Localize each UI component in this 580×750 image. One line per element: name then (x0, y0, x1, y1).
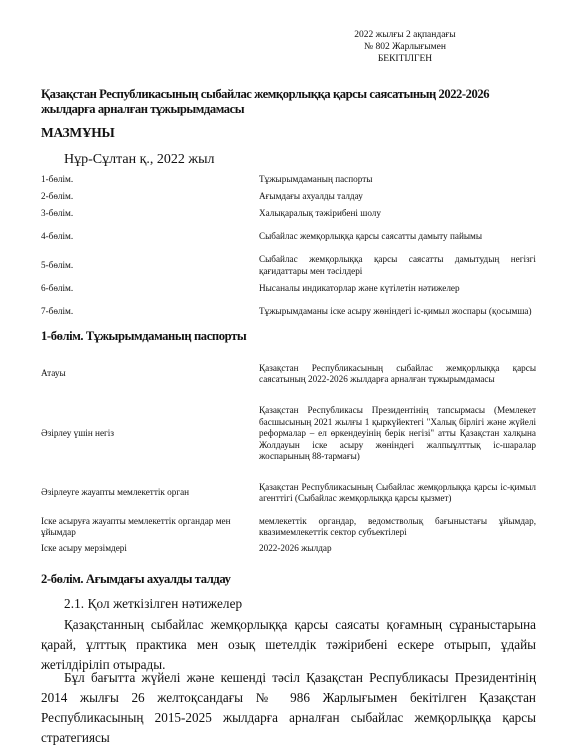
passport-value: Қазақстан Республикасының Сыбайлас жемқорлыққа қарсы іс-қимыл агенттігі (Сыбайлас жемқорлыққа қарсы қызмет) (259, 481, 536, 503)
passport-label: Іске асыру мерзімдері (41, 543, 127, 554)
toc-row (41, 205, 536, 222)
toc-row-title: Ағымдағы ахуалды талдау (259, 190, 363, 201)
toc-row (41, 251, 536, 280)
toc-row-title: Халықаралық тәжірибені шолу (259, 207, 381, 218)
place-date: Нұр-Сұлтан қ., 2022 жыл (64, 152, 215, 167)
passport-table (41, 353, 536, 557)
toc-row (41, 222, 536, 251)
toc-row-number: 2-бөлім. (41, 190, 74, 201)
passport-row (41, 395, 536, 473)
section2-heading: 2-бөлім. Ағымдағы ахуалды талдау (41, 572, 231, 586)
toc-row-title: Сыбайлас жемқорлыққа қарсы саясатты дамыту пайымы (259, 230, 483, 241)
passport-value: мемлекеттік органдар, ведомстволық бағыныстағы ұйымдар, квазимемлекеттік сектор субъектілері (259, 515, 536, 537)
toc-row (41, 188, 536, 205)
toc-row-title: Тұжырымдаманың паспорты (259, 173, 373, 184)
approval-date: 2022 жылғы 2 ақпандағы (354, 30, 456, 40)
passport-label: Атауы (41, 368, 66, 379)
passport-row (41, 353, 536, 395)
toc-row (41, 297, 536, 326)
toc-heading: МАЗМҰНЫ (41, 125, 115, 140)
toc-row-number: 4-бөлім. (41, 230, 74, 241)
body-paragraph: Қазақстанның сыбайлас жемқорлыққа қарсы саясаты қоғамның сұраныстарына қарай, ұлттық практика мен озық шетелдік тәжірибені ескере отырып, ұдайы жетілдіріліп отырады. (41, 617, 536, 672)
passport-label: Іске асыруға жауапты мемлекеттік органдар мен ұйымдар (41, 515, 231, 537)
body-paragraph: Бұл бағытта жүйелі және кешенді тәсіл Қазақстан Республикасы Президентінің 2014 жылғы 26 желтоқсандағы № 986 Жарлығымен бекітілген Қазақстан Республикасының 2015-2025 жылдарға арналған сыбайлас жемқорлыққа қарсы стратегиясы (41, 670, 536, 745)
toc-row-number: 7-бөлім. (41, 305, 74, 316)
passport-row (41, 473, 536, 513)
toc-row-title: Сыбайлас жемқорлыққа қарсы саясатты дамытудың негізгі қағидаттары мен тәсілдері (259, 254, 536, 276)
passport-label: Әзірлеуге жауапты мемлекеттік орган (41, 487, 190, 498)
approval-status: БЕКІТІЛГЕН (377, 54, 433, 64)
approval-decree-number: № 802 Жарлығымен (364, 42, 446, 52)
passport-value: Қазақстан Республикасы Президентінің тапсырмасы (Мемлекет басшысының 2021 жылғы 1 қыркүйектегі "Халық бірлігі және жүйелі реформалар – ел өркендеуінің берік негізі" атты Қазақстан халқына Жолдауын іске асыру жөніндегі жалпыұлттық іс-шаралар жоспарының 88-тармағы) (259, 405, 536, 462)
toc-row-number: 3-бөлім. (41, 207, 74, 218)
toc-row-title: Нысаналы индикаторлар және күтілетін нәтижелер (259, 282, 460, 293)
toc-row-number: 6-бөлім. (41, 282, 74, 293)
passport-row (41, 513, 536, 541)
toc-table (41, 171, 536, 326)
toc-row (41, 280, 536, 297)
document-title: Қазақстан Республикасының сыбайлас жемқорлыққа қарсы саясатының 2022-2026 жылдарға арналған тұжырымдамасы (41, 87, 490, 116)
toc-row-number: 5-бөлім. (41, 259, 74, 270)
passport-value: Қазақстан Республикасының сыбайлас жемқорлыққа қарсы саясатының 2022-2026 жылдарға арналған тұжырымдамасы (259, 362, 536, 384)
passport-row (41, 541, 536, 557)
toc-row-title: Тұжырымдаманы іске асыру жөніндегі іс-қимыл жоспары (қосымша) (259, 305, 532, 316)
passport-value: 2022-2026 жылдар (259, 543, 332, 554)
subsection-heading: 2.1. Қол жеткізілген нәтижелер (64, 596, 243, 611)
passport-label: Әзірлеу үшін негіз (41, 428, 114, 439)
toc-row (41, 171, 536, 188)
toc-row-number: 1-бөлім. (41, 173, 74, 184)
approval-stamp (330, 29, 480, 65)
section1-heading: 1-бөлім. Тұжырымдаманың паспорты (41, 329, 247, 343)
